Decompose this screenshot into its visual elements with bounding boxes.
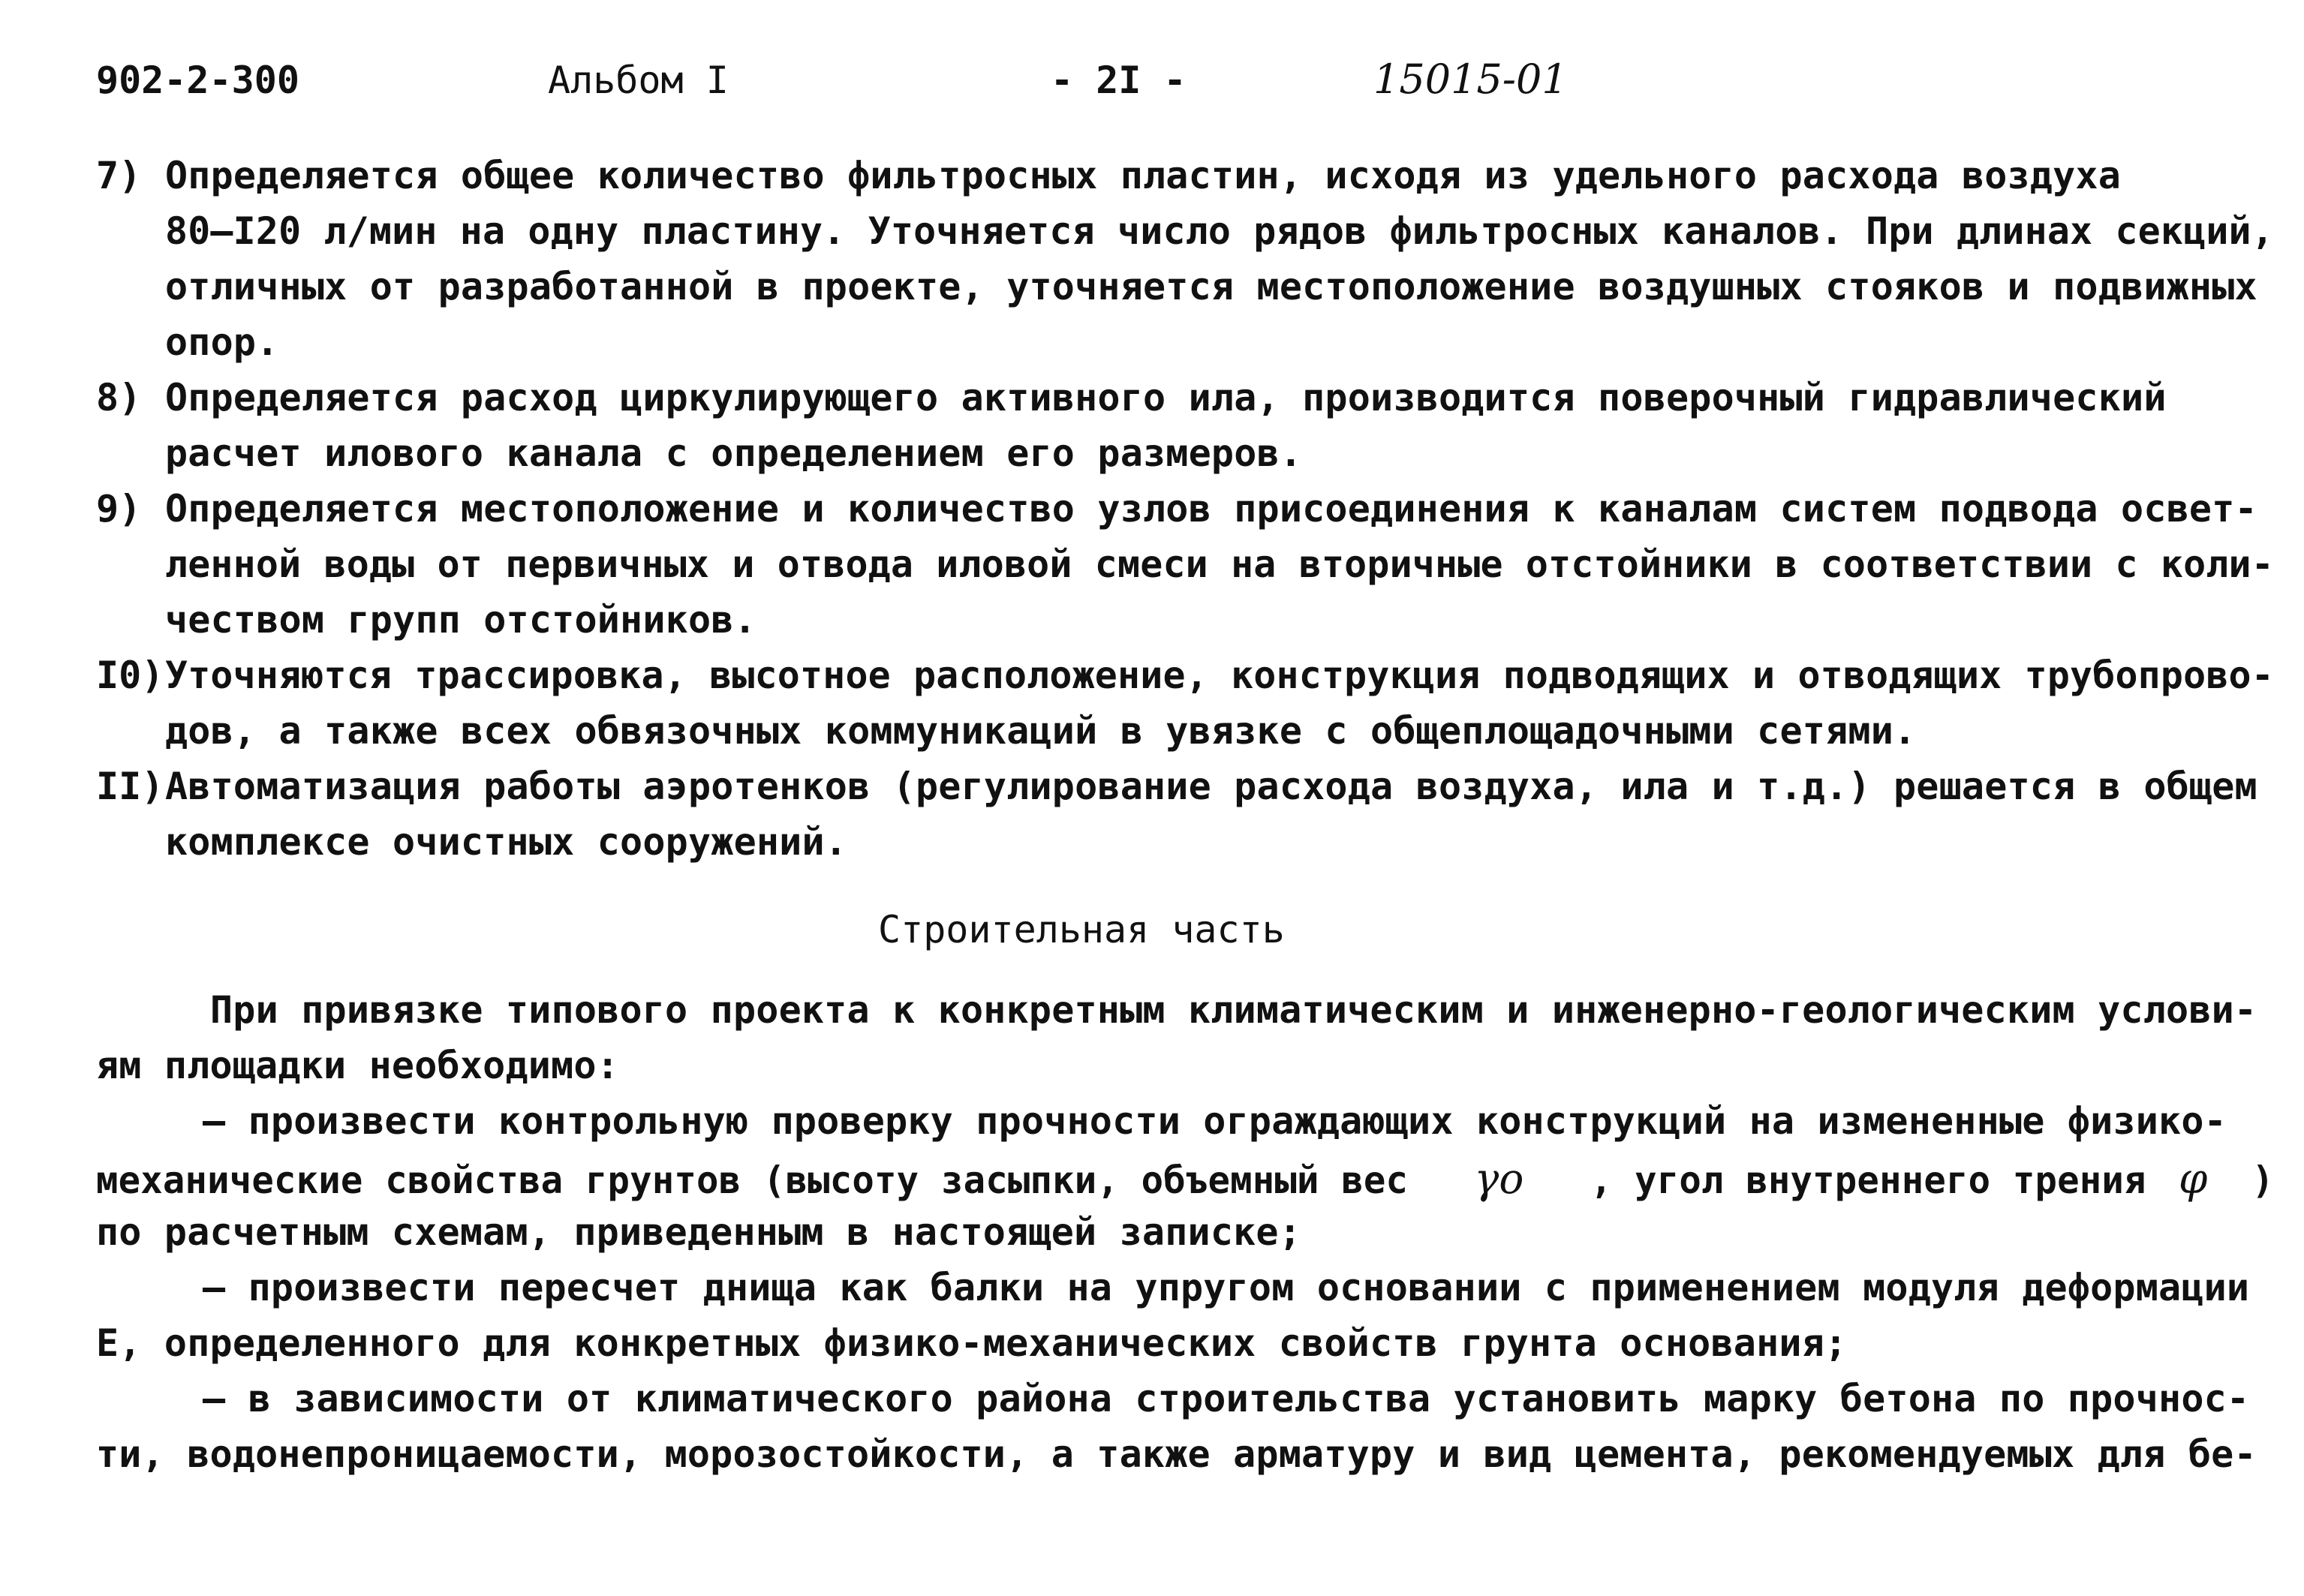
gamma-symbol: γo xyxy=(1474,1155,1524,1204)
bullet-3-line-2: ти, водонепроницаемости, морозостойкости, а также арматуру и вид цемента, рекомендуемых для бе- xyxy=(96,1432,2257,1476)
section-title: Строительная часть xyxy=(878,908,1285,951)
item-9-line-1: Определяется местоположение и количество узлов присоединения к каналам систем подвода освет- xyxy=(165,487,2257,530)
item-number: 8) xyxy=(96,376,142,419)
item-11-line-2: комплексе очистных сооружений. xyxy=(165,820,848,864)
item-10-line-2: дов, а также всех обвязочных коммуникаций в увязке с общеплощадочными сетями. xyxy=(165,709,1917,753)
bullet-1-line-3: по расчетным схемам, приведенным в настоящей записке; xyxy=(96,1210,1302,1254)
intro-line-2: ям площадки необходимо: xyxy=(96,1044,619,1087)
bullet-2-line-2: Е, определенного для конкретных физико-механических свойств грунта основания; xyxy=(96,1321,1848,1365)
item-7-line-3: отличных от разработанной в проекте, уточняется местоположение воздушных стояков и подвижных xyxy=(165,265,2257,308)
item-number: 9) xyxy=(96,487,142,530)
bullet-1-line-2 xyxy=(96,1155,2274,1204)
item-7-line-2: 80–I20 л/мин на одну пластину. Уточняется число рядов фильтросных каналов. При длинах секций, xyxy=(165,209,2274,253)
phi-symbol: φ xyxy=(2178,1155,2208,1204)
bullet-1-text-b: , угол внутреннего трения xyxy=(1590,1159,2146,1202)
item-8-line-2: расчет илового канала с определением его размеров. xyxy=(165,431,1303,475)
item-7-line-4: опор. xyxy=(165,320,279,364)
doc-code: 902-2-300 xyxy=(96,59,299,102)
item-number: II) xyxy=(96,765,164,808)
item-11-line-1: Автоматизация работы аэротенков (регулирование расхода воздуха, ила и т.д.) решается в общем xyxy=(165,765,2257,808)
item-9-line-2: ленной воды от первичных и отвода иловой смеси на вторичные отстойники в соответствии с коли- xyxy=(165,543,2274,586)
bullet-1-text-c: ) xyxy=(2251,1159,2275,1202)
bullet-1-text-a: механические свойства грунтов (высоту засыпки, объемный вес xyxy=(96,1159,1409,1202)
item-7-line-1: Определяется общее количество фильтросных пластин, исходя из удельного расхода воздуха xyxy=(165,154,2122,197)
item-number: 7) xyxy=(96,154,142,197)
item-10-line-1: Уточняются трассировка, высотное расположение, конструкция подводящих и отводящих трубопрово- xyxy=(165,654,2274,697)
album-label: Альбом I xyxy=(548,59,729,102)
bullet-3-line-1: – в зависимости от климатического района строительства установить марку бетона по прочнос- xyxy=(203,1377,2250,1420)
item-number: I0) xyxy=(96,654,164,697)
page-number: - 2I - xyxy=(1051,59,1187,102)
inventory-number: 15015-01 xyxy=(1373,56,1568,103)
intro-line-1: При привязке типового проекта к конкретным климатическим и инженерно-геологическим услови- xyxy=(210,988,2257,1032)
item-8-line-1: Определяется расход циркулирующего активного ила, производится поверочный гидравлический xyxy=(165,376,2167,419)
bullet-1-line-1: – произвести контрольную проверку прочности ограждающих конструкций на измененные физико- xyxy=(203,1099,2227,1143)
item-9-line-3: чеством групп отстойников. xyxy=(165,598,756,642)
bullet-2-line-1: – произвести пересчет днища как балки на упругом основании с применением модуля деформации xyxy=(203,1266,2250,1309)
